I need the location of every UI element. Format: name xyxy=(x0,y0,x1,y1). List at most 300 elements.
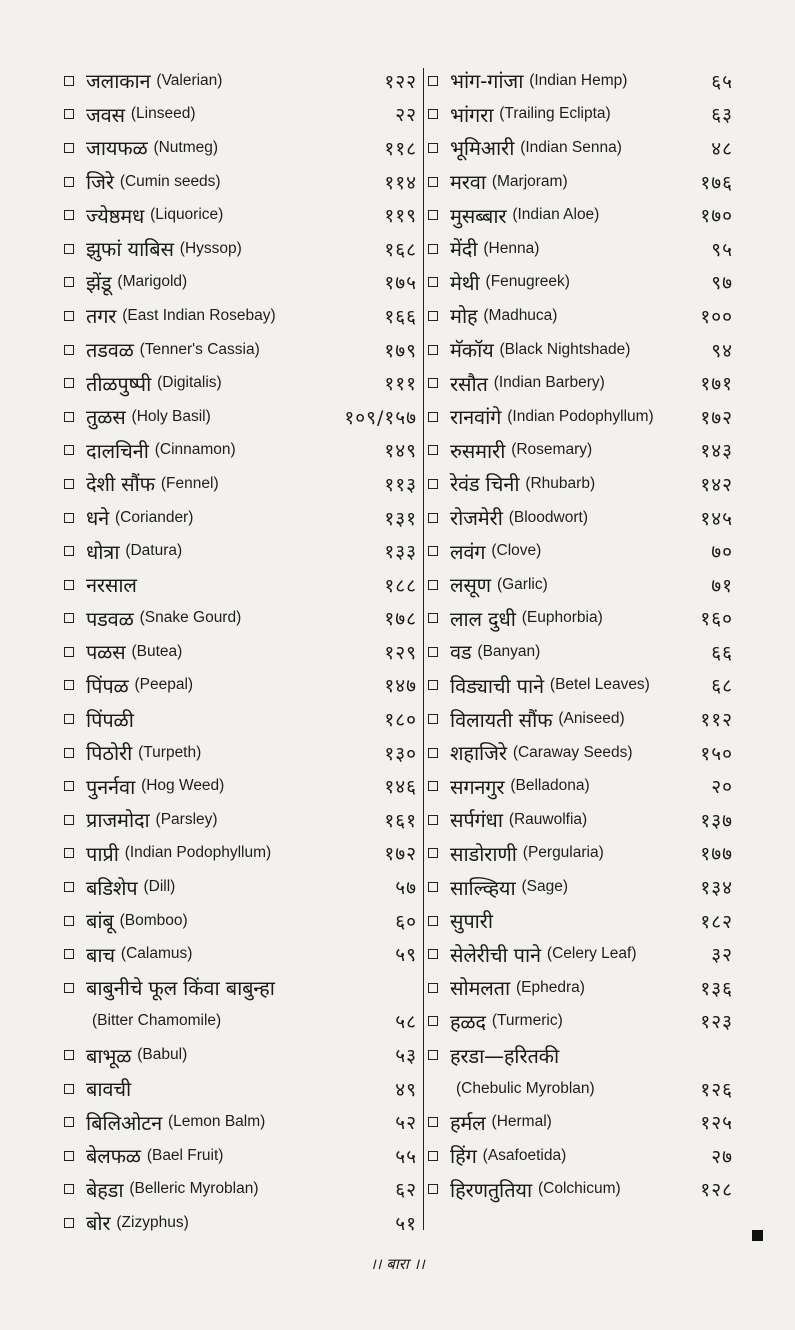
marathi-name: तीळपुष्पी xyxy=(86,371,152,396)
checkbox-square-icon xyxy=(428,882,438,892)
page-number: ७० xyxy=(711,541,733,564)
english-name: (Datura) xyxy=(125,542,183,560)
checkbox-square-icon xyxy=(428,1016,438,1026)
marathi-name: मॅकॉय xyxy=(450,338,494,363)
page-number: ११८ xyxy=(384,137,417,160)
checkbox-square-icon xyxy=(64,781,74,791)
checkbox-square-icon xyxy=(428,479,438,489)
marathi-name: हिंग xyxy=(450,1144,477,1169)
checkbox-square-icon xyxy=(64,949,74,959)
english-name: (Bael Fruit) xyxy=(146,1146,224,1164)
checkbox-square-icon xyxy=(64,1151,74,1161)
marathi-name: प्राजमोदा xyxy=(86,808,150,833)
english-name: (Indian Podophyllum) xyxy=(124,844,272,862)
marathi-name: पुनर्नवा xyxy=(86,774,136,799)
index-entry xyxy=(428,131,733,165)
marathi-name: विड्याची पाने xyxy=(450,673,544,698)
page-number: ११४ xyxy=(384,171,417,194)
index-entry xyxy=(428,702,733,736)
english-name: (Euphorbia) xyxy=(521,609,603,627)
index-entry xyxy=(428,64,733,98)
english-name: (Belleric Myroblan) xyxy=(129,1180,259,1198)
checkbox-square-icon xyxy=(428,647,438,657)
page-number: ३२ xyxy=(711,944,733,967)
checkbox-square-icon xyxy=(428,277,438,287)
english-name: (Parsley) xyxy=(155,810,218,828)
checkbox-square-icon xyxy=(64,109,74,119)
page-number: १५० xyxy=(700,742,733,765)
marathi-name: बाभूळ xyxy=(86,1043,132,1068)
english-name: (Sage) xyxy=(521,878,569,896)
page-number: १३३ xyxy=(384,541,417,564)
page-number: ९७ xyxy=(711,272,733,295)
index-entry xyxy=(64,198,417,232)
index-entry xyxy=(428,568,733,602)
index-entry xyxy=(64,434,417,468)
checkbox-square-icon xyxy=(428,983,438,993)
index-entry xyxy=(64,165,417,199)
checkbox-square-icon xyxy=(64,378,74,388)
page-number: १११ xyxy=(384,373,417,396)
marathi-name: हर्मल xyxy=(450,1110,486,1135)
english-name: (Betel Leaves) xyxy=(549,676,650,694)
page-number-footer: ।। बारा ।। xyxy=(370,1255,425,1273)
marathi-name: बाबुनीचे फूल किंवा बाबुन्हा xyxy=(86,976,275,1001)
index-entry xyxy=(428,299,733,333)
checkbox-square-icon xyxy=(64,647,74,657)
english-name: (Tenner's Cassia) xyxy=(139,340,260,358)
page-number: १४७ xyxy=(384,675,417,698)
marathi-name: धोत्रा xyxy=(86,539,120,564)
index-entry xyxy=(64,635,417,669)
marathi-name: साडोराणी xyxy=(450,841,517,866)
marathi-name: मरवा xyxy=(450,170,486,195)
end-square-mark xyxy=(752,1230,763,1241)
checkbox-square-icon xyxy=(64,1050,74,1060)
checkbox-square-icon xyxy=(64,882,74,892)
english-name: (Babul) xyxy=(137,1046,188,1064)
marathi-name: मुसब्बार xyxy=(450,203,507,228)
index-entry xyxy=(64,904,417,938)
index-entry xyxy=(64,837,417,871)
page-number: १४३ xyxy=(700,440,733,463)
english-name: (Banyan) xyxy=(477,642,541,660)
english-name: (Bitter Chamomile) xyxy=(92,1012,222,1030)
marathi-name: तडवळ xyxy=(86,338,134,363)
index-entry xyxy=(428,971,733,1005)
index-entry xyxy=(428,870,733,904)
index-entry xyxy=(428,400,733,434)
checkbox-square-icon xyxy=(428,244,438,254)
index-entry xyxy=(428,602,733,636)
checkbox-square-icon xyxy=(428,580,438,590)
marathi-name: झुफां याबिस xyxy=(86,237,174,262)
english-name: (Asafoetida) xyxy=(482,1146,567,1164)
index-entry xyxy=(64,568,417,602)
index-entry xyxy=(64,803,417,837)
checkbox-square-icon xyxy=(64,546,74,556)
checkbox-square-icon xyxy=(428,76,438,86)
english-name: (Coriander) xyxy=(115,508,194,526)
index-entry xyxy=(428,1139,733,1173)
index-entry xyxy=(428,198,733,232)
marathi-name: हरडा—हरितकी xyxy=(450,1043,559,1068)
checkbox-square-icon xyxy=(428,177,438,187)
checkbox-square-icon xyxy=(64,244,74,254)
page-number: ६३ xyxy=(711,104,733,127)
english-name: (Indian Senna) xyxy=(520,138,622,156)
english-name: (Turpeth) xyxy=(138,743,202,761)
english-name: (Trailing Eclipta) xyxy=(499,105,611,123)
index-entry xyxy=(64,366,417,400)
index-entry xyxy=(64,333,417,367)
marathi-name: वड xyxy=(450,640,472,665)
left-index-column xyxy=(64,64,417,1240)
page-number: २२ xyxy=(395,104,417,127)
english-name: (Linseed) xyxy=(130,105,196,123)
checkbox-square-icon xyxy=(64,210,74,220)
page-number: ५८ xyxy=(395,1011,417,1034)
checkbox-square-icon xyxy=(64,714,74,724)
english-name: (Hermal) xyxy=(491,1113,552,1131)
marathi-name: भांगरा xyxy=(450,102,494,127)
checkbox-square-icon xyxy=(428,1184,438,1194)
english-name: (Celery Leaf) xyxy=(546,945,637,963)
marathi-name: पाप्री xyxy=(86,841,119,866)
page-number: ५९ xyxy=(395,944,417,967)
page-number: १७५ xyxy=(384,272,417,295)
english-name: (Fennel) xyxy=(160,474,219,492)
page-number: ६५ xyxy=(711,70,733,93)
checkbox-square-icon xyxy=(428,445,438,455)
index-entry xyxy=(428,1173,733,1207)
page-number: ११२ xyxy=(700,709,733,732)
index-entry xyxy=(428,1005,733,1039)
checkbox-square-icon xyxy=(428,680,438,690)
marathi-name: लवंग xyxy=(450,539,486,564)
page-number: १७२ xyxy=(700,406,733,429)
index-entry xyxy=(428,366,733,400)
english-name: (Chebulic Myroblan) xyxy=(456,1079,595,1097)
right-index-column xyxy=(428,64,733,1206)
checkbox-square-icon xyxy=(428,412,438,422)
checkbox-square-icon xyxy=(428,781,438,791)
marathi-name: रोजमेरी xyxy=(450,506,503,531)
page-number: १२२ xyxy=(384,70,417,93)
page-number: १७१ xyxy=(700,373,733,396)
checkbox-square-icon xyxy=(64,1218,74,1228)
marathi-name: सेलेरीची पाने xyxy=(450,942,541,967)
page-number: १२५ xyxy=(700,1112,733,1135)
marathi-name: मोह xyxy=(450,304,478,329)
checkbox-square-icon xyxy=(64,613,74,623)
english-name: (East Indian Rosebay) xyxy=(122,306,276,324)
index-entry xyxy=(428,434,733,468)
marathi-name: बिलिओटन xyxy=(86,1110,162,1135)
english-name: (Colchicum) xyxy=(538,1180,621,1198)
marathi-name: मेथी xyxy=(450,270,480,295)
english-name: (Pergularia) xyxy=(522,844,604,862)
english-name: (Henna) xyxy=(483,239,540,257)
english-name: (Nutmeg) xyxy=(153,138,219,156)
checkbox-square-icon xyxy=(428,311,438,321)
marathi-name: नरसाल xyxy=(86,573,137,598)
index-entry xyxy=(64,400,417,434)
marathi-name: रुसमारी xyxy=(450,438,506,463)
page-number: १६८ xyxy=(384,238,417,261)
checkbox-square-icon xyxy=(64,345,74,355)
checkbox-square-icon xyxy=(64,680,74,690)
checkbox-square-icon xyxy=(428,513,438,523)
marathi-name: बेहडा xyxy=(86,1177,124,1202)
english-name: (Clove) xyxy=(491,542,542,560)
marathi-name: जायफळ xyxy=(86,136,148,161)
checkbox-square-icon xyxy=(428,916,438,926)
page-number: ५१ xyxy=(395,1212,417,1235)
english-name: (Rauwolfia) xyxy=(508,810,588,828)
marathi-name: बडिशेप xyxy=(86,875,138,900)
index-entry xyxy=(64,702,417,736)
english-name: (Indian Hemp) xyxy=(529,71,628,89)
index-entry xyxy=(64,1105,417,1139)
checkbox-square-icon xyxy=(64,1084,74,1094)
checkbox-square-icon xyxy=(428,143,438,153)
marathi-name: सर्पगंधा xyxy=(450,808,503,833)
english-name: (Dill) xyxy=(143,878,176,896)
index-entry xyxy=(64,232,417,266)
index-entry xyxy=(428,467,733,501)
page-number: ६२ xyxy=(395,1179,417,1202)
english-name: (Caraway Seeds) xyxy=(512,743,633,761)
page-number: १६० xyxy=(700,608,733,631)
marathi-name: बांबू xyxy=(86,909,114,934)
english-name: (Indian Podophyllum) xyxy=(507,407,654,425)
index-entry xyxy=(428,1038,733,1072)
checkbox-square-icon xyxy=(428,613,438,623)
page-number: १४६ xyxy=(384,776,417,799)
page-number: १६१ xyxy=(384,809,417,832)
index-entry xyxy=(428,635,733,669)
page-number: १४२ xyxy=(700,473,733,496)
marathi-name: धने xyxy=(86,506,109,531)
marathi-name: जलाकान xyxy=(86,69,151,94)
page-number: १७६ xyxy=(700,171,733,194)
checkbox-square-icon xyxy=(64,76,74,86)
page-number: १०९/१५७ xyxy=(344,406,417,429)
index-entry xyxy=(428,98,733,132)
checkbox-square-icon xyxy=(64,916,74,926)
checkbox-square-icon xyxy=(428,848,438,858)
index-entry xyxy=(64,870,417,904)
marathi-name: सुपारी xyxy=(450,909,493,934)
checkbox-square-icon xyxy=(428,109,438,119)
english-name: (Bloodwort) xyxy=(508,508,588,526)
marathi-name: भूमिआरी xyxy=(450,136,515,161)
marathi-name: शहाजिरे xyxy=(450,741,507,766)
page-number: १८२ xyxy=(700,910,733,933)
page-number: ९४ xyxy=(711,339,733,362)
index-entry xyxy=(64,1005,417,1039)
column-divider xyxy=(423,68,424,1230)
marathi-name: साल्व्हिया xyxy=(450,875,516,900)
page-number: १८८ xyxy=(384,574,417,597)
marathi-name: पळस xyxy=(86,640,126,665)
marathi-name: जिरे xyxy=(86,170,114,195)
english-name: (Fenugreek) xyxy=(485,273,570,291)
page-number: २० xyxy=(711,776,733,799)
checkbox-square-icon xyxy=(428,1117,438,1127)
index-entry xyxy=(428,534,733,568)
page-number: ७१ xyxy=(711,574,733,597)
page-number: १२६ xyxy=(700,1078,733,1101)
marathi-name: लाल दुधी xyxy=(450,606,516,631)
index-entry xyxy=(64,769,417,803)
marathi-name: दालचिनी xyxy=(86,438,149,463)
page-number: १२३ xyxy=(700,1011,733,1034)
checkbox-square-icon xyxy=(428,748,438,758)
index-entry xyxy=(64,937,417,971)
index-entry xyxy=(64,266,417,300)
checkbox-square-icon xyxy=(428,815,438,825)
marathi-name: हिरणतुतिया xyxy=(450,1177,532,1202)
page-number: ६८ xyxy=(711,675,733,698)
index-entry xyxy=(64,736,417,770)
english-name: (Belladona) xyxy=(510,777,590,795)
checkbox-square-icon xyxy=(64,815,74,825)
index-entry xyxy=(428,1072,733,1106)
index-entry xyxy=(64,534,417,568)
english-name: (Cinnamon) xyxy=(154,441,236,459)
index-entry xyxy=(428,837,733,871)
english-name: (Cumin seeds) xyxy=(119,172,221,190)
marathi-name: रसौत xyxy=(450,371,488,396)
checkbox-square-icon xyxy=(64,177,74,187)
page-number: १७८ xyxy=(384,608,417,631)
english-name: (Black Nightshade) xyxy=(499,340,631,358)
index-entry xyxy=(64,64,417,98)
checkbox-square-icon xyxy=(428,1151,438,1161)
checkbox-square-icon xyxy=(64,1184,74,1194)
checkbox-square-icon xyxy=(428,345,438,355)
checkbox-square-icon xyxy=(64,748,74,758)
marathi-name: जवस xyxy=(86,102,125,127)
english-name: (Ephedra) xyxy=(516,978,585,996)
index-entry xyxy=(428,501,733,535)
marathi-name: हळद xyxy=(450,1009,486,1034)
english-name: (Valerian) xyxy=(156,71,223,89)
index-entry xyxy=(64,1072,417,1106)
index-entry xyxy=(428,904,733,938)
page-number: ५२ xyxy=(395,1112,417,1135)
page-number: २७ xyxy=(711,1145,733,1168)
marathi-name: देशी सौंफ xyxy=(86,472,155,497)
page-number: १७७ xyxy=(700,843,733,866)
index-entry xyxy=(428,736,733,770)
index-entry xyxy=(64,669,417,703)
checkbox-square-icon xyxy=(64,479,74,489)
marathi-name: पिंपळी xyxy=(86,707,134,732)
page-number: १२८ xyxy=(700,1179,733,1202)
english-name: (Digitalis) xyxy=(157,374,222,392)
page-number: १७२ xyxy=(384,843,417,866)
checkbox-square-icon xyxy=(428,210,438,220)
page-number: १८० xyxy=(384,709,417,732)
page-number: ४८ xyxy=(711,137,733,160)
page-number: ५५ xyxy=(395,1145,417,1168)
marathi-name: ज्येष्ठमध xyxy=(86,203,145,228)
checkbox-square-icon xyxy=(428,546,438,556)
checkbox-square-icon xyxy=(64,1117,74,1127)
english-name: (Liquorice) xyxy=(150,206,224,224)
page-number: ४९ xyxy=(395,1078,417,1101)
marathi-name: भांग-गांजा xyxy=(450,69,524,94)
marathi-name: रेवंड चिनी xyxy=(450,472,520,497)
english-name: (Marigold) xyxy=(117,273,188,291)
marathi-name: बावची xyxy=(86,1077,131,1102)
checkbox-square-icon xyxy=(64,445,74,455)
page-number: १६६ xyxy=(384,305,417,328)
page-number: १७० xyxy=(700,205,733,228)
english-name: (Lemon Balm) xyxy=(167,1113,266,1131)
marathi-name: सोमलता xyxy=(450,976,510,1001)
page-number: १३१ xyxy=(384,507,417,530)
index-entry xyxy=(428,232,733,266)
checkbox-square-icon xyxy=(64,412,74,422)
page-number: ११९ xyxy=(384,205,417,228)
marathi-name: विलायती सौंफ xyxy=(450,707,553,732)
index-entry xyxy=(64,1206,417,1240)
page-number: ५७ xyxy=(395,877,417,900)
index-entry xyxy=(64,299,417,333)
page-number: ९५ xyxy=(711,238,733,261)
english-name: (Snake Gourd) xyxy=(139,609,242,627)
index-entry xyxy=(428,937,733,971)
english-name: (Garlic) xyxy=(496,575,548,593)
english-name: (Rhubarb) xyxy=(525,474,596,492)
marathi-name: बोर xyxy=(86,1211,111,1236)
index-entry xyxy=(64,1173,417,1207)
page-number: १३६ xyxy=(700,977,733,1000)
page-number: १४९ xyxy=(384,440,417,463)
english-name: (Turmeric) xyxy=(491,1012,563,1030)
marathi-name: पिंपळ xyxy=(86,673,129,698)
english-name: (Hog Weed) xyxy=(141,777,225,795)
page-number: १२९ xyxy=(384,641,417,664)
english-name: (Aniseed) xyxy=(558,710,625,728)
index-entry xyxy=(64,971,417,1005)
checkbox-square-icon xyxy=(64,580,74,590)
page-number: १४५ xyxy=(700,507,733,530)
index-entry xyxy=(428,165,733,199)
index-entry xyxy=(64,1139,417,1173)
english-name: (Holy Basil) xyxy=(131,407,211,425)
marathi-name: बाच xyxy=(86,942,115,967)
index-entry xyxy=(428,333,733,367)
english-name: (Indian Barbery) xyxy=(493,374,605,392)
index-entry xyxy=(64,98,417,132)
page-number: १३७ xyxy=(700,809,733,832)
index-entry xyxy=(64,1038,417,1072)
marathi-name: तुळस xyxy=(86,405,126,430)
page-number: ६० xyxy=(395,910,417,933)
english-name: (Marjoram) xyxy=(491,172,568,190)
index-entry xyxy=(64,501,417,535)
marathi-name: तगर xyxy=(86,304,117,329)
marathi-name: लसूण xyxy=(450,573,491,598)
marathi-name: सगनगुर xyxy=(450,774,505,799)
english-name: (Calamus) xyxy=(120,945,193,963)
checkbox-square-icon xyxy=(64,277,74,287)
